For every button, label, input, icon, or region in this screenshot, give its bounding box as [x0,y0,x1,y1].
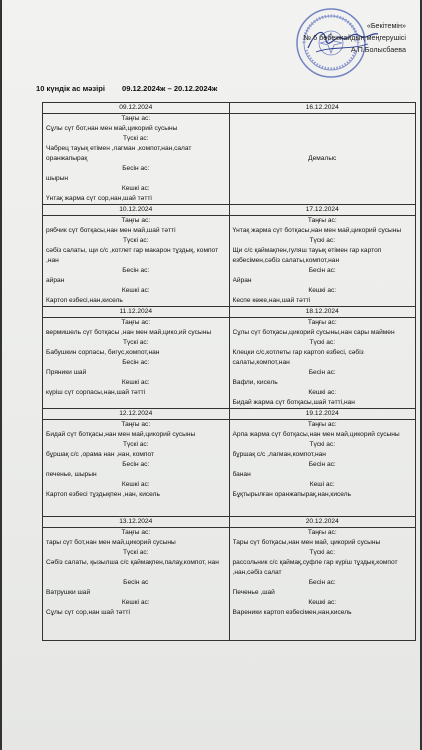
breakfast-label: Таңғы ас: [307,319,337,326]
dinner-label: Кешкі ас: [121,287,150,294]
lunch-label: Түскі ас: [122,339,149,346]
dinner-dishes: Картоп езбесі,нан,кисель [46,297,123,304]
table-row [43,409,416,420]
table-row [43,205,416,216]
breakfast-dishes: Сұлы сүт бот,нан мен май,цикорий сусыны [46,125,178,132]
breakfast-dishes: Үнтақ жарма сүт ботқасы,нан мен май,цикорий сусыны [232,227,402,234]
snack-dishes: айран [46,277,65,284]
date-cell: 20.12.2024 [229,517,416,528]
snack-dishes: Пряники шай [46,369,87,376]
table-row [43,216,416,307]
breakfast-label: Таңғы ас: [121,421,151,428]
snack-label: Бесін ас: [308,369,336,376]
lunch-dishes: рассольник с/с қаймақ,суфле гар күріш тұздық,компот ,нан,сәбіз салат [232,559,398,576]
rest-day-cell [229,114,416,205]
menu-date-range: 09.12.2024ж – 20.12.2024ж [122,84,218,93]
date-cell: 10.12.2024 [43,205,230,216]
snack-dishes: печенье, шырын [46,471,97,478]
lunch-dishes: Щи с/с қаймақпен,гуляш тауық етімен гар картоп езбесімен,сәбіз салаты,компот,нан [232,247,382,264]
lunch-dishes: Чабрец тауық етімен ,лагман ,компот,нан,салат оранжапырақ [46,145,192,162]
date-cell: 12.12.2024 [43,409,230,420]
approval-name: А.П.Болысбаева [350,45,406,54]
table-row [43,318,416,409]
breakfast-dishes: вермишель сүт ботқасы ,нан мен май,цико,ий сусыны [46,329,212,336]
dinner-label: Кешкі ас: [121,185,150,192]
lunch-label: Түскі ас: [309,237,336,244]
dinner-label: Кешкі ас: [121,599,150,606]
rest-day-text: Демалыс [308,155,337,162]
date-cell: 11.12.2024 [43,307,230,318]
table-row [43,420,416,517]
breakfast-dishes: Арпа жарма сүт ботқасы,нан мен май,цикорий сусыны [232,431,400,438]
snack-label: Бесін ас: [308,579,336,586]
snack-dishes: Ватрушки шай [46,589,91,596]
dinner-dishes: күріш сүт сорпасы,нан,шай тәтті [46,389,146,396]
table-row [43,103,416,114]
breakfast-dishes: тары сүт бот,нан мен май,цикорий сусыны [46,539,176,546]
date-cell: 17.12.2024 [229,205,416,216]
dinner-dishes: Кеспе көже,нан,шай тәтті [232,297,311,304]
lunch-label: Түскі ас: [309,339,336,346]
dinner-label: Кеші ас: [309,481,335,488]
day-menu-cell [43,420,230,517]
day-menu-cell [43,114,230,205]
table-row [43,114,416,205]
day-menu-cell [43,528,230,641]
breakfast-label: Таңғы ас: [307,529,337,536]
lunch-label: Түскі ас: [309,549,336,556]
lunch-dishes: бұршақ с/с ,лагман,компот,нан [232,451,326,458]
menu-document [2,0,420,750]
menu-table [42,102,416,641]
snack-dishes: Печенье ,шай [232,589,275,596]
snack-dishes: банан [232,471,251,478]
breakfast-dishes: Сұлы сүт ботқасы,цикорий сусыны,нан сары маймен [232,329,395,336]
breakfast-label: Таңғы ас: [121,217,151,224]
snack-dishes: Айран [232,277,252,284]
breakfast-label: Таңғы ас: [121,529,151,536]
lunch-dishes: сәбіз салаты, щи с/с ,котлет гар макарон тұздық, компот ,нан [46,247,219,264]
lunch-label: Түскі ас: [122,441,149,448]
date-cell: 16.12.2024 [229,103,416,114]
snack-label: Бесін ас [123,579,149,586]
lunch-label: Түскі ас: [309,441,336,448]
day-menu-cell [229,318,416,409]
lunch-label: Түскі ас: [122,237,149,244]
breakfast-dishes: рябчик сүт ботқасы,нан мен май,шай тәтті [46,227,176,234]
dinner-label: Кешкі ас: [121,379,150,386]
table-row [43,307,416,318]
lunch-dishes: Клецки с/с,котлеты гар картоп езбесі, сәбіз салаты,компот,нан [232,349,364,366]
date-cell: 13.12.2024 [43,517,230,528]
breakfast-label: Таңғы ас: [307,421,337,428]
dinner-label: Кешкі ас: [121,481,150,488]
dinner-dishes: Бұқтырылған оранжапырақ,нан,кисель [232,491,352,498]
snack-label: Бесін ас: [122,461,150,468]
lunch-dishes: бұршақ с/с ,орама нан ,нан, компот [46,451,155,458]
menu-title [36,84,396,93]
snack-dishes: Вафли, кисель [232,379,278,386]
day-menu-cell [229,528,416,641]
menu-title-text: 10 күндік ас мәзірі [36,84,106,93]
breakfast-dishes: Бидай сүт ботқасы,нан мен май,цикорий сусыны [46,431,196,438]
dinner-dishes: Бидай жарма сүт ботқасы,шай тәтті,нан [232,399,355,406]
lunch-label: Түскі ас: [122,549,149,556]
date-cell: 18.12.2024 [229,307,416,318]
dinner-dishes: Сұлы сүт сор,нан шай тәтті [46,609,130,616]
approval-heading: «Бекітемін» [366,21,406,30]
day-menu-cell [229,216,416,307]
lunch-label: Түскі ас: [122,135,149,142]
table-row [43,517,416,528]
snack-label: Бесін ас: [308,267,336,274]
lunch-dishes: Сәбіз салаты, қызылша с/с қаймақпен,палау,компот, нан [46,559,219,566]
breakfast-label: Таңғы ас: [307,217,337,224]
dinner-dishes: Картоп езбесі тұздықпен ,нан, кисель [46,491,160,498]
day-menu-cell [43,216,230,307]
date-cell: 09.12.2024 [43,103,230,114]
day-menu-cell [43,318,230,409]
dinner-dishes: Үнтақ жарма сүт сор,нан,шай тәтті [46,195,152,202]
lunch-dishes: Бабушкин сорпасы, бигус,компот,нан [46,349,160,356]
breakfast-label: Таңғы ас: [121,319,151,326]
snack-label: Бесін ас: [122,165,150,172]
day-menu-cell [229,420,416,517]
snack-label: Бесін ас: [122,267,150,274]
dinner-label: Кешкі ас: [308,599,337,606]
table-row [43,528,416,641]
date-cell: 19.12.2024 [229,409,416,420]
approval-block [256,20,406,56]
approval-position: № 6 бөбекжайдың меңгерушісі [303,33,406,42]
dinner-dishes: Вареники картоп езбесімен,нан,кисель [232,609,352,616]
breakfast-label: Таңғы ас: [121,115,151,122]
snack-label: Бесін ас: [122,359,150,366]
dinner-label: Кешкі ас: [308,389,337,396]
breakfast-dishes: Тары сүт ботқасы,нан мен май, цикорий сусыны [232,539,381,546]
dinner-label: Кешкі ас: [308,287,337,294]
snack-dishes: шырын [46,175,69,182]
snack-label: Бесін ас: [308,461,336,468]
